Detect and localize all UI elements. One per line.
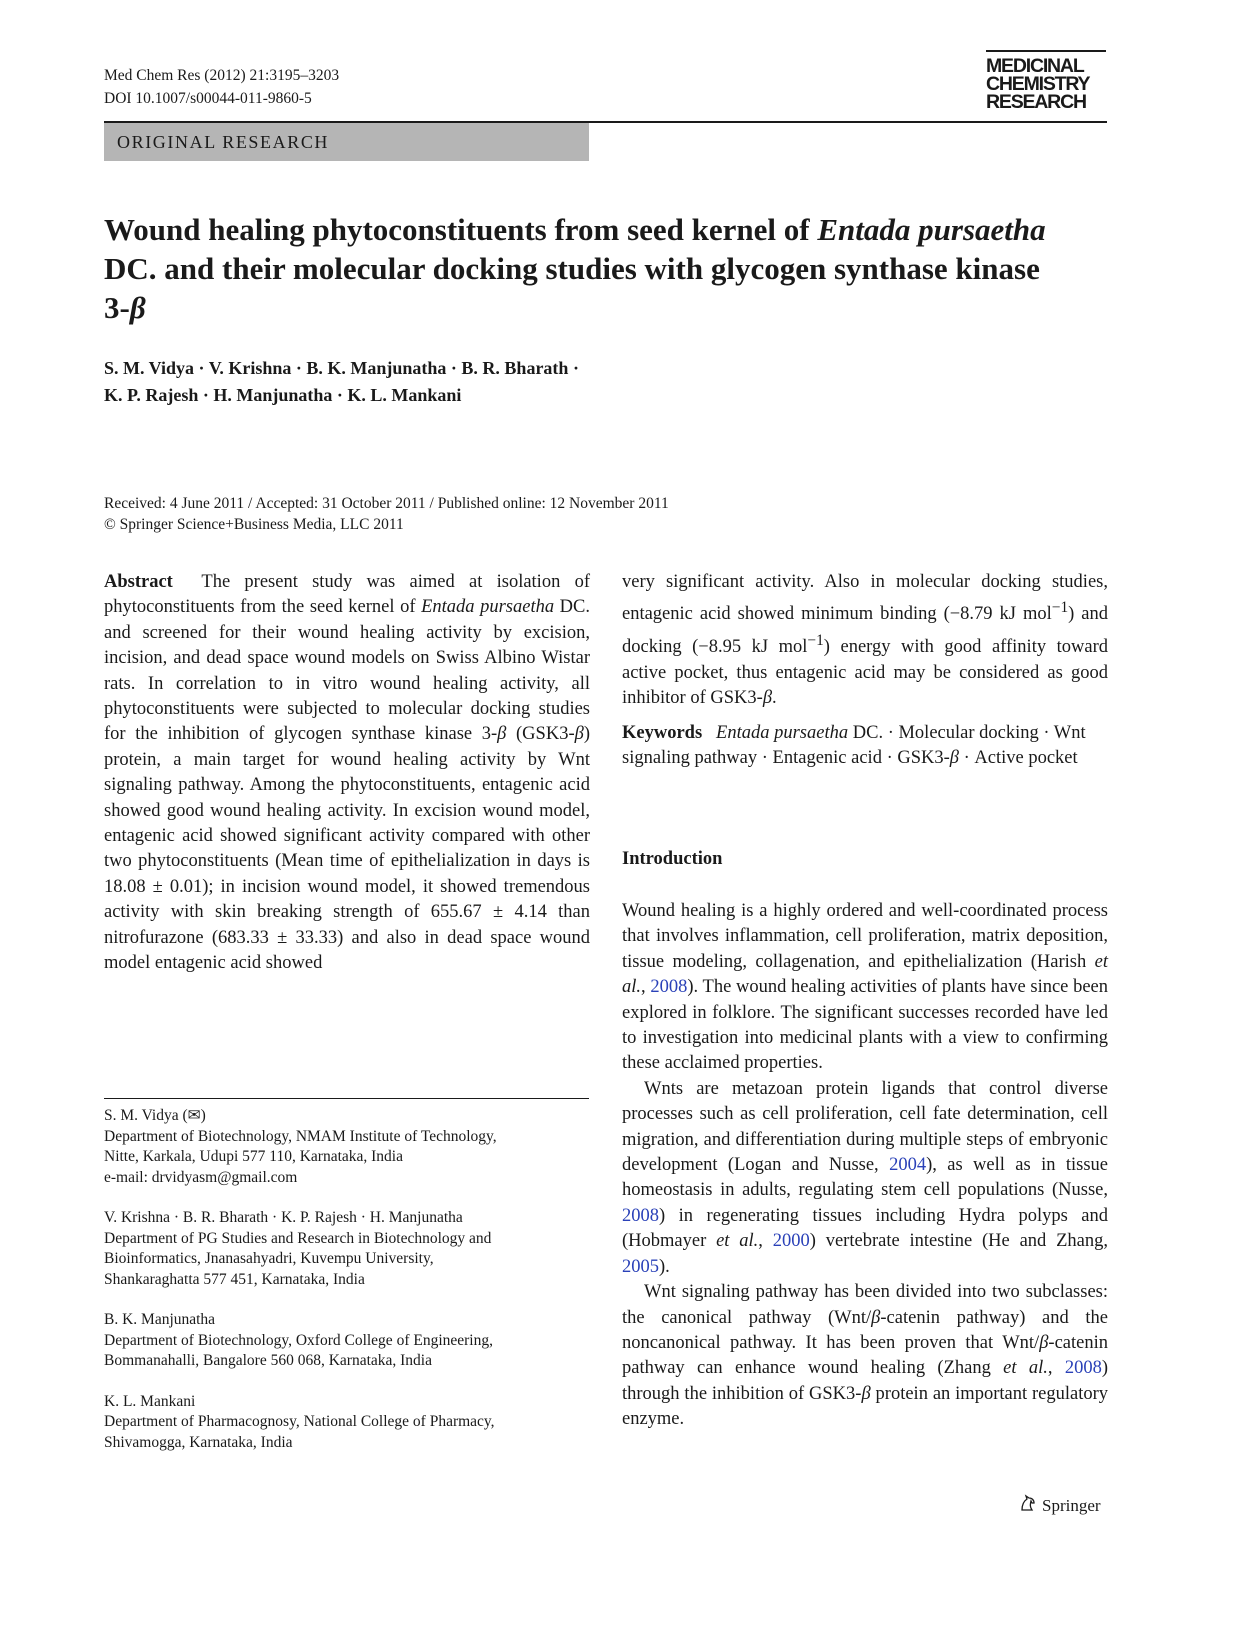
et-al: et al. [622, 951, 1108, 998]
paragraph [622, 899, 1108, 1077]
affiliation-line: Shivamogga, Karnataka, India [104, 1433, 293, 1451]
paragraph-text: -catenin pathway) and the noncanonical pathway. It has been proven that Wnt/ [622, 1307, 1108, 1353]
affiliation-block [104, 1392, 589, 1454]
paragraph-text: Wound healing is a highly ordered and well-coordinated process that involves inflammation, cell proliferation, matrix deposition, tissue modeling, collagenation, and epithelialization (Harish [622, 901, 1108, 972]
affiliation-block [104, 1208, 589, 1290]
publication-dates [104, 493, 904, 535]
paragraph-text: protein an important regulatory enzyme. [622, 1383, 1108, 1430]
envelope-icon: ✉ [187, 1107, 201, 1124]
affiliation-line: Department of Biotechnology, Oxford College of Engineering, [104, 1331, 493, 1349]
publisher-footer [1018, 1493, 1101, 1519]
affiliation-line: Department of Pharmacognosy, National College of Pharmacy, [104, 1413, 495, 1430]
affiliation-name: ) [200, 1107, 206, 1124]
paragraph-text: Wnt signaling pathway has been divided into two subclasses: the canonical pathway (Wnt/ [622, 1282, 1108, 1328]
journal-logo [986, 50, 1106, 111]
title-species: Entada pursaetha [817, 212, 1046, 247]
copyright: © Springer Science+Business Media, LLC 2011 [104, 516, 404, 533]
abstract-text: ) protein, a main target for wound healing activity by Wnt signaling pathway. Among the phytoconstituents, entagenic acid showed good wound healing activity. In excision wound model, entagenic acid showed significant activity compared with other two phytoconstituents (Mean time of epithelialization in days is 18.08 ± 0.01); in incision wound model, it showed tremendous activity with skin breaking strength of 655.67 ± 4.14 than nitrofurazone (683.33 ± 33.33) and also in dead space wound model entagenic acid showed [104, 724, 590, 974]
abstract [104, 570, 590, 977]
journal-reference [104, 64, 339, 110]
journal-citation: Med Chem Res (2012) 21:3195–3203 [104, 67, 340, 84]
abstract-text: very significant activity. Also in molecular docking studies, entagenic acid showed minimum binding (−8.79 kJ mol [622, 572, 1108, 625]
paragraph-text: ) in regenerating tissues including Hydra polyps and (Hobmayer [622, 1205, 1108, 1252]
beta-symbol: β [1039, 1332, 1049, 1353]
springer-horse-icon [1018, 1493, 1038, 1519]
beta-symbol: β [949, 748, 959, 769]
abstract-text: (GSK3- [506, 724, 575, 745]
keywords-label: Keywords [622, 723, 703, 743]
abstract-label: Abstract [104, 572, 173, 592]
affiliation-name: S. M. Vidya ( [104, 1107, 188, 1124]
email-link[interactable]: e-mail: drvidyasm@gmail.com [104, 1168, 298, 1186]
title-text: DC. and their molecular docking studies with glycogen synthase kinase 3- [104, 251, 1040, 325]
publisher-name: Springer [1042, 1496, 1101, 1515]
footnote-rule [104, 1098, 589, 1099]
paragraph [622, 1077, 1108, 1280]
affiliation-authors: B. K. Manjunatha [104, 1311, 216, 1328]
paragraph-text: ). The wound healing activities of plants have since been explored in folklore. The significant successes recorded have led to investigation into medicinal plants with a view to confirming these acclaimed properties. [622, 977, 1109, 1074]
affiliation-line: Shankaraghatta 577 451, Karnataka, India [104, 1270, 365, 1288]
et-al: et al. [716, 1231, 759, 1252]
affiliation-block [104, 1310, 589, 1372]
keyword-species: Entada pursaetha [716, 723, 849, 743]
logo-line: MEDICINAL [986, 55, 1084, 77]
beta-symbol: β [861, 1383, 871, 1404]
citation-link[interactable]: 2000 [772, 1231, 810, 1252]
affiliation-authors: V. Krishna · B. R. Bharath · K. P. Rajesh · H. Manjunatha [104, 1209, 463, 1226]
paragraph-text: ), as well as in tissue homeostasis in adults, regulating stem cell populations (Nusse, [622, 1155, 1108, 1201]
unit-exponent: −1 [807, 631, 824, 649]
section-label: ORIGINAL RESEARCH [104, 123, 589, 161]
author-line: S. M. Vidya · V. Krishna · B. K. Manjunatha · B. R. Bharath · [104, 358, 579, 378]
paragraph-text: , [758, 1231, 773, 1252]
affiliation-line: Bioinformatics, Jnanasahyadri, Kuvempu University, [104, 1250, 434, 1267]
paragraph [622, 1280, 1108, 1432]
affiliation-line: Bommanahalli, Bangalore 560 068, Karnataka, India [104, 1352, 432, 1369]
unit-exponent: −1 [1051, 599, 1069, 617]
abstract-species: Entada pursaetha [421, 597, 555, 618]
logo-line: RESEARCH [986, 91, 1086, 113]
author-list [104, 355, 804, 409]
abstract-text: ) energy with good affinity toward active pocket, thus entagenic acid may be considered as good inhibitor of GSK3- [622, 637, 1108, 708]
article-title [104, 210, 1064, 327]
affiliation-line: Department of Biotechnology, NMAM Institute of Technology, [104, 1127, 497, 1145]
paragraph-text: , [1047, 1358, 1065, 1379]
keyword-text: · Active pocket [959, 748, 1078, 769]
doi: DOI 10.1007/s00044-011-9860-5 [104, 90, 312, 107]
affiliation-line: Department of PG Studies and Research in Biotechnology and [104, 1229, 492, 1247]
affiliation-authors [104, 1106, 589, 1127]
history-dates: Received: 4 June 2011 / Accepted: 31 October 2011 / Published online: 12 November 2011 [104, 495, 669, 512]
abstract-text: . [772, 687, 777, 708]
et-al: et al. [1003, 1358, 1048, 1379]
citation-link[interactable]: 2005 [622, 1256, 659, 1277]
affiliations [104, 1106, 589, 1473]
section-heading-introduction: Introduction [622, 849, 723, 869]
citation-link[interactable]: 2004 [889, 1155, 927, 1176]
beta-symbol: β [762, 687, 773, 708]
keywords [622, 721, 1108, 772]
abstract-text: The present study was aimed at isolation of phytoconstituents from the seed kernel of [104, 572, 591, 618]
keyword-text: DC. · Molecular docking · Wnt signaling pathway · Entagenic acid · GSK3- [622, 723, 1086, 769]
paragraph-text: Wnts are metazoan protein ligands that control diverse processes such as cell proliferation, cell fate determination, cell migration, and differentiation during multiple steps of embryonic development (Logan and Nusse, [622, 1078, 1108, 1176]
author-line: K. P. Rajesh · H. Manjunatha · K. L. Mankani [104, 385, 462, 405]
abstract-text: ) and docking (−8.95 kJ mol [622, 604, 1109, 658]
affiliation-authors: K. L. Mankani [104, 1392, 196, 1410]
paragraph-text: ). [659, 1256, 670, 1277]
beta-symbol: β [871, 1307, 881, 1328]
beta-symbol: β [497, 724, 507, 745]
paragraph-text: -catenin pathway can enhance wound healing (Zhang [622, 1332, 1108, 1379]
citation-link[interactable]: 2008 [650, 977, 688, 998]
beta-symbol: β [574, 724, 584, 745]
affiliation-line: Nitte, Karkala, Udupi 577 110, Karnataka, India [104, 1148, 403, 1165]
logo-line: CHEMISTRY [986, 73, 1090, 95]
abstract-continued [622, 570, 1108, 711]
paragraph-text: ) vertebrate intestine (He and Zhang, [809, 1231, 1108, 1252]
paragraph-text: ) through the inhibition of GSK3- [622, 1358, 1108, 1404]
affiliation-block [104, 1106, 589, 1188]
citation-link[interactable]: 2008 [622, 1205, 659, 1226]
paragraph-text: , [641, 977, 651, 998]
title-beta: β [129, 290, 146, 325]
citation-link[interactable]: 2008 [1064, 1358, 1102, 1379]
title-text: Wound healing phytoconstituents from seed kernel of [104, 212, 818, 247]
introduction-body [622, 899, 1108, 1433]
abstract-text: DC. and screened for their wound healing activity by excision, incision, and dead space wound models on Swiss Albino Wistar rats. In correlation to in vitro wound healing activity, all phytoconstituents were subjected to molecular docking studies for the inhibition of glycogen synthase kinase 3- [104, 597, 590, 745]
